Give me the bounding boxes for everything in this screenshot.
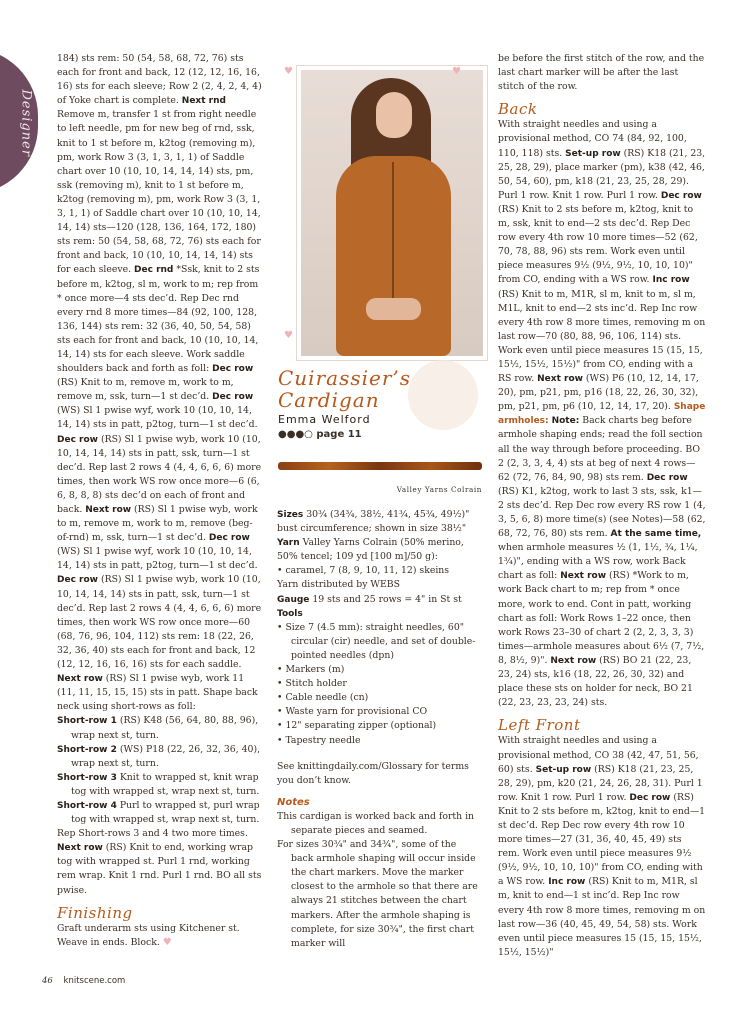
- yarn-caption: Valley Yarns Colrain: [396, 485, 482, 494]
- tool-item: • Stitch holder: [277, 678, 347, 690]
- neck-finish-instructions: Rep Short-rows 3 and 4 two more times. Next row (RS) Knit to end, working wrap tog with wrapped st. Purl 1 rnd, working rem wrap. Knit 1 rnd. Purl 1 rnd. BO all sts pwise.: [57, 828, 262, 896]
- heart-icon: ♥: [284, 66, 293, 77]
- yoke-instructions: 184) sts rem: 50 (54, 58, 68, 72, 76) sts each for front and back, 12 (12, 12, 16, 16, 16) sts for each sleeve; Row 2 (2, 4, 2, 4, 4) of Yoke chart is complete. Next rnd Remove m, transfer 1 st from right needle to left needle, pm for new beg of rnd, ssk, knit to 1 st before m, k2tog (removing m), pm, work Row 3 (3, 1, 3, 1, 1) of Saddle chart over 10 (10, 10, 14, 14, 14) sts, pm, ssk (removing m), knit to 1 st before m, k2tog (removing m), pm, work Row 3 (3, 1, 3, 1, 1) of Saddle chart over 10 (10, 10, 14, 14, 14) sts—120 (128, 136, 164, 172, 180) sts rem: 50 (54, 58, 68, 72, 76) sts each for front and back, 10 (10, 10, 14, 14, 14) sts for each sleeve. Dec rnd *Ssk, knit to 2 sts before m, k2tog, sl m, work to m; rep from * once more—4 sts dec’d. Rep Dec rnd every rnd 8 more times—84 (92, 100, 128, 136, 144) sts rem: 32 (36, 40, 50, 54, 58) sts each for front and back, 10 (10, 10, 14, 14, 14) sts for each sleeve. Work saddle shoulders back and forth as foll: Dec row (RS) Knit to m, remove m, work to m, remove m, ssk, turn—1 st dec’d. Dec row (WS) Sl 1 pwise wyf, work 10 (10, 10, 14, 14, 14) sts in patt, p2tog, turn—1 st dec’d. Dec row (RS) Sl 1 pwise wyb, work 10 (10, 10, 14, 14, 14) sts in patt, ssk, turn—1 st dec’d. Rep last 2 rows 4 (4, 4, 6, 6, 6) more times, then work WS row once more—6 (6, 6, 8, 8, 8) sts dec’d on each of front and back. Next row (RS) Sl 1 pwise wyb, work to m, remove m, work to m, remove (beg-of-rnd) m, ssk, turn—1 st dec’d. Dec row (WS) Sl 1 pwise wyf, work 10 (10, 10, 14, 14, 14) sts in patt, p2tog, turn—1 st dec’d. Dec row (RS) Sl 1 pwise wyb, work 10 (10, 10, 14, 14, 14) sts in patt, ssk, turn—1 st dec’d. Rep last 2 rows 4 (4, 4, 6, 6, 6) more times, then work WS row once more—60 (68, 76, 96, 104, 112) sts rem: 18 (22, 26, 32, 36, 40) sts each for front and back, 12 (12, 12, 16, 16, 16) sts for each saddle. Next row (RS) Sl 1 pwise wyb, work 11 (11, 11, 15, 15, 15) sts in patt. Shape back neck using short-rows as foll:: [57, 53, 262, 713]
- designer-tab-label: Designer: [18, 89, 34, 158]
- heart-icon: ♥: [284, 330, 293, 341]
- short-row-3: Short-row 3 Knit to wrapped st, knit wrap tog with wrapped st, wrap next st, turn.: [57, 771, 260, 797]
- tool-item: • Markers (m): [277, 664, 345, 676]
- column-2: [277, 508, 481, 951]
- pattern-title: Cuirassier’s Cardigan: [278, 366, 412, 412]
- column-1: [57, 52, 264, 950]
- designer-name: Emma Welford: [278, 413, 371, 426]
- finishing-heading: Finishing: [57, 903, 133, 922]
- tool-item: • Tapestry needle: [277, 734, 361, 746]
- yarn-swatch-image: [278, 462, 482, 470]
- notes-list: [277, 810, 481, 951]
- cardigan-photo: [297, 66, 487, 360]
- materials-item: Yarn distributed by WEBS: [277, 579, 400, 591]
- back-instructions: With straight needles and using a provisional method, CO 74 (84, 92, 100, 110, 118) sts. Set-up row (RS) K18 (21, 23, 25, 28, 29), place marker (pm), k38 (42, 46, 50, 54, 60), pm, k18 (21, 23, 25, 28, 29). Purl 1 row. Knit 1 row. Purl 1 row. Dec row (RS) Knit to 2 sts before m, k2tog, knit to m, ssk, knit to end—2 sts dec’d. Rep Dec row every 4th row 10 more times—52 (62, 70, 78, 88, 96) sts rem. Work even until piece measures 9½ (9½, 9½, 10, 10, 10)" from CO, ending with a WS row. Inc row (RS) Knit to m, M1R, sl m, knit to m, sl m, M1L, knit to end—2 sts inc’d. Rep Inc row every 4th row 8 more times, removing m on last row—70 (80, 88, 96, 106, 114) sts. Work even until piece measures 15 (15, 15, 15½, 15½, 15½)" from CO, ending with a RS row. Next row (WS) P6 (10, 12, 14, 17, 20), pm, p21, pm, p16 (18, 22, 26, 30, 32), pm, p21, pm, p6 (10, 12, 14, 17, 20). Shape armholes: Note: Back charts beg before armhole shaping ends; read the foll section all the way through before proceeding. BO 2 (2, 3, 3, 4, 4) sts at beg of next 4 rows—62 (72, 76, 84, 90, 98) sts rem. Dec row (RS) K1, k2tog, work to last 3 sts, ssk, k1—2 sts dec’d. Rep Dec row every RS row 1 (4, 3, 5, 6, 8) more time(s) (see Notes)—58 (62, 68, 72, 76, 80) sts rem. At the same time, when armhole measures ½ (1, 1½, ¾, 1¼, 1¾)", ending with a WS row, work Back chart as foll: Next row (RS) *Work to m, work Back chart to m; rep from * once more, work to end. Cont in patt, working chart as foll: Work Rows 1–22 once, then work Rows 23–30 of chart 2 (2, 2, 3, 3, 3) times—armhole measures about 6½ (7, 7½, 8, 8½, 9)". Next row (RS) BO 21 (22, 23, 23, 24) sts, k16 (18, 22, 26, 30, 32) and place these sts on holder for neck, BO 21 (22, 23, 23, 23, 24) sts.: [498, 119, 706, 709]
- note-item: For sizes 30¾" and 34¾", some of the back armhole shaping will occur inside the chart markers. Move the marker closest to the armhole so that there are always 21 stitches between the chart markers. After the armhole shaping is complete, for size 30¾", the first chart marker will: [277, 839, 478, 949]
- short-row-4: Short-row 4 Purl to wrapped st, purl wrap tog with wrapped st, wrap next st, turn.: [57, 799, 260, 826]
- heart-icon: ♥: [452, 66, 461, 77]
- left-front-instructions: With straight needles and using a provisional method, CO 38 (42, 47, 51, 56, 60) sts. Set-up row (RS) K18 (21, 23, 25, 28, 29), pm, k20 (21, 24, 26, 28, 31). Purl 1 row. Knit 1 row. Purl 1 row. Dec row (RS) Knit to 2 sts before m, k2tog, knit to end—1 st dec’d. Rep Dec row every 4th row 10 more times—27 (31, 36, 40, 45, 49) sts rem. Work even until piece measures 9½ (9½, 9½, 10, 10, 10)" from CO, ending with a WS row. Inc row (RS) Knit to m, M1R, sl m, knit to end—1 st inc’d. Rep Inc row every 4th row 8 more times, removing m on last row—36 (40, 45, 49, 54, 58) sts. Work even until piece measures 15 (15, 15, 15½, 15½, 15½)": [498, 735, 706, 958]
- materials-list: [277, 508, 481, 621]
- page-footer: [42, 976, 125, 986]
- note-item: This cardigan is worked back and forth in separate pieces and seamed.: [277, 810, 475, 836]
- short-row-1: Short-row 1 (RS) K48 (56, 64, 80, 88, 96), wrap next st, turn.: [57, 715, 259, 741]
- materials-item: Yarn Valley Yarns Colrain (50% merino, 50% tencel; 109 yd [100 m]/50 g):: [277, 537, 464, 563]
- finishing-text: Graft underarm sts using Kitchener st. Weave in ends. Block. ♥: [57, 922, 240, 948]
- chart-marker-continued: be before the first stitch of the row, and the last chart marker will be after the last stitch of the row.: [498, 53, 705, 93]
- site-url: knitscene.com: [63, 976, 126, 986]
- short-row-2: Short-row 2 (WS) P18 (22, 26, 32, 36, 40), wrap next st, turn.: [57, 743, 261, 769]
- glossary-note: See knittingdaily.com/Glossary for terms you don’t know.: [277, 760, 469, 786]
- column-3: [498, 52, 706, 960]
- tools-list: [277, 621, 481, 748]
- materials-item: Gauge 19 sts and 25 rows = 4" in St st: [277, 593, 462, 605]
- notes-heading: Notes: [277, 796, 310, 808]
- skill-dots-icon: ●●●○: [278, 429, 313, 440]
- page-number: 46: [42, 976, 53, 986]
- back-heading: Back: [498, 100, 538, 119]
- tool-item: • Size 7 (4.5 mm): straight needles, 60" circular (cir) needle, and set of double-pointed needles (dpn): [277, 621, 476, 661]
- materials-item: • caramel, 7 (8, 9, 10, 11, 12) skeins: [277, 565, 450, 577]
- heart-icon: ♥: [162, 936, 172, 948]
- short-rows-list: [57, 714, 264, 827]
- materials-item: Sizes 30¾ (34¾, 38½, 41¾, 45¾, 49½)" bust circumference; shown in size 38½": [277, 509, 470, 535]
- materials-item: Tools: [277, 608, 303, 619]
- tool-item: • Cable needle (cn): [277, 692, 369, 704]
- left-front-heading: Left Front: [498, 716, 581, 735]
- tool-item: • Waste yarn for provisional CO: [277, 706, 428, 718]
- pattern-title-block: [278, 367, 482, 440]
- tool-item: • 12" separating zipper (optional): [277, 720, 437, 732]
- skill-level: ●●●○ page 11: [278, 429, 362, 440]
